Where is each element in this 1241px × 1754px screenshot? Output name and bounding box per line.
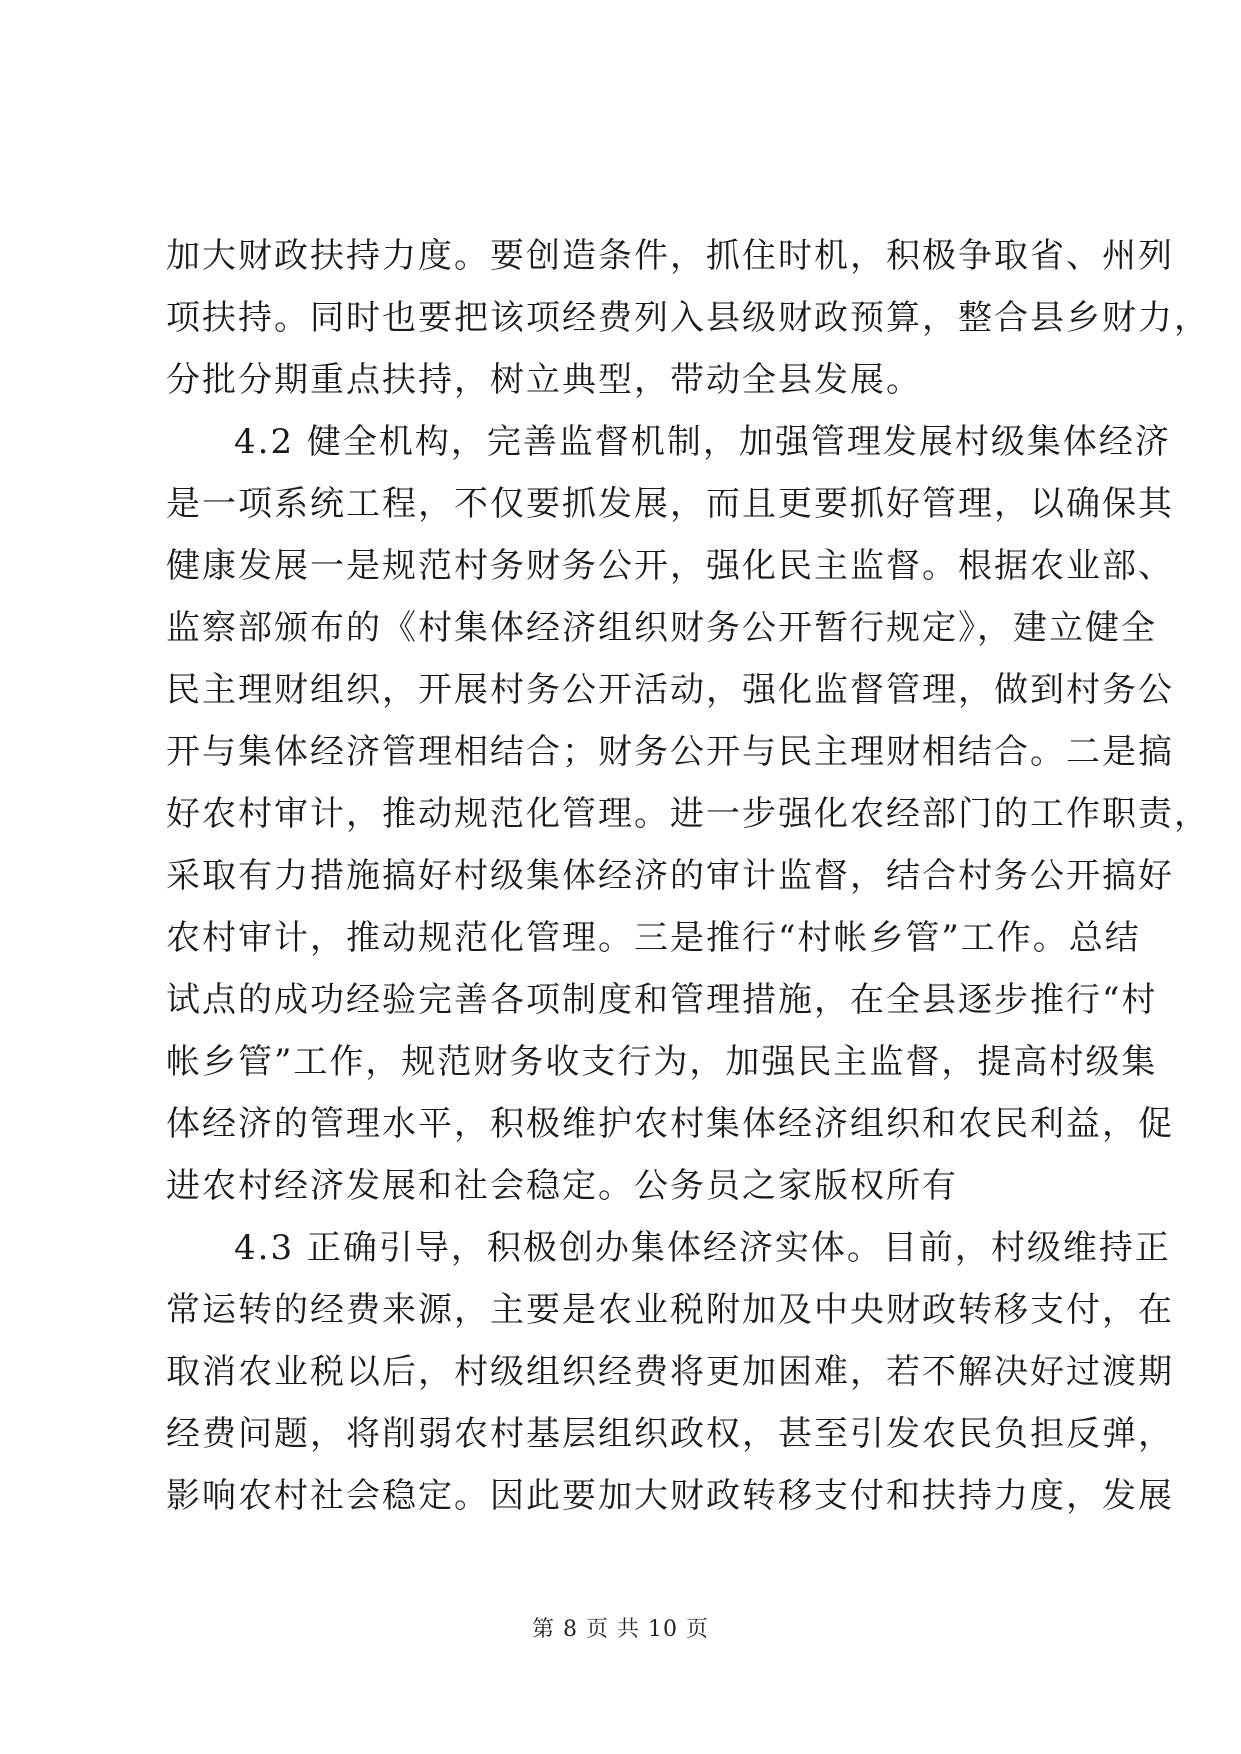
document-body bbox=[166, 225, 1210, 1527]
text-line: 分批分期重点扶持，树立典型，带动全县发展。 bbox=[166, 360, 922, 400]
text-line: 是一项系统工程，不仅要抓发展，而且更要抓好管理，以确保其 bbox=[166, 484, 1174, 524]
text-line: 经费问题，将削弱农村基层组织政权，甚至引发农民负担反弹， bbox=[166, 1414, 1174, 1454]
section-4-2-first-line: 4.2 健全机构，完善监督机制，加强管理发展村级集体经济 bbox=[234, 422, 1171, 462]
text-line: 影响农村社会稳定。因此要加大财政转移支付和扶持力度，发展 bbox=[166, 1476, 1174, 1516]
text-line: 体经济的管理水平，积极维护农村集体经济组织和农民利益，促 bbox=[166, 1104, 1174, 1144]
text-line: 取消农业税以后，村级组织经费将更加困难，若不解决好过渡期 bbox=[166, 1352, 1174, 1392]
text-line: 民主理财组织，开展村务公开活动，强化监督管理，做到村务公 bbox=[166, 670, 1174, 710]
text-line: 常运转的经费来源，主要是农业税附加及中央财政转移支付，在 bbox=[166, 1290, 1174, 1330]
text-line: 农村审计，推动规范化管理。三是推行“村帐乡管”工作。总结 bbox=[166, 918, 1141, 958]
text-line: 开与集体经济管理相结合；财务公开与民主理财相结合。二是搞 bbox=[166, 732, 1174, 772]
text-line: 健康发展一是规范村务财务公开，强化民主监督。根据农业部、 bbox=[166, 546, 1174, 586]
text-line: 好农村审计，推动规范化管理。进一步强化农经部门的工作职责， bbox=[166, 794, 1210, 834]
text-line: 项扶持。同时也要把该项经费列入县级财政预算，整合县乡财力， bbox=[166, 298, 1210, 338]
text-line: 进农村经济发展和社会稳定。公务员之家版权所有 bbox=[166, 1166, 958, 1206]
text-line: 采取有力措施搞好村级集体经济的审计监督，结合村务公开搞好 bbox=[166, 856, 1174, 896]
text-line: 监察部颁布的《村集体经济组织财务公开暂行规定》，建立健全 bbox=[166, 608, 1157, 648]
section-4-3-first-line: 4.3 正确引导，积极创办集体经济实体。目前，村级维持正 bbox=[234, 1228, 1171, 1268]
text-line: 加大财政扶持力度。要创造条件，抓住时机，积极争取省、州列 bbox=[166, 236, 1174, 276]
page-number-footer: 第 8 页 共 10 页 bbox=[532, 1617, 709, 1642]
text-line: 帐乡管”工作，规范财务收支行为，加强民主监督，提高村级集 bbox=[166, 1042, 1158, 1082]
text-line: 试点的成功经验完善各项制度和管理措施，在全县逐步推行“村 bbox=[166, 980, 1158, 1020]
